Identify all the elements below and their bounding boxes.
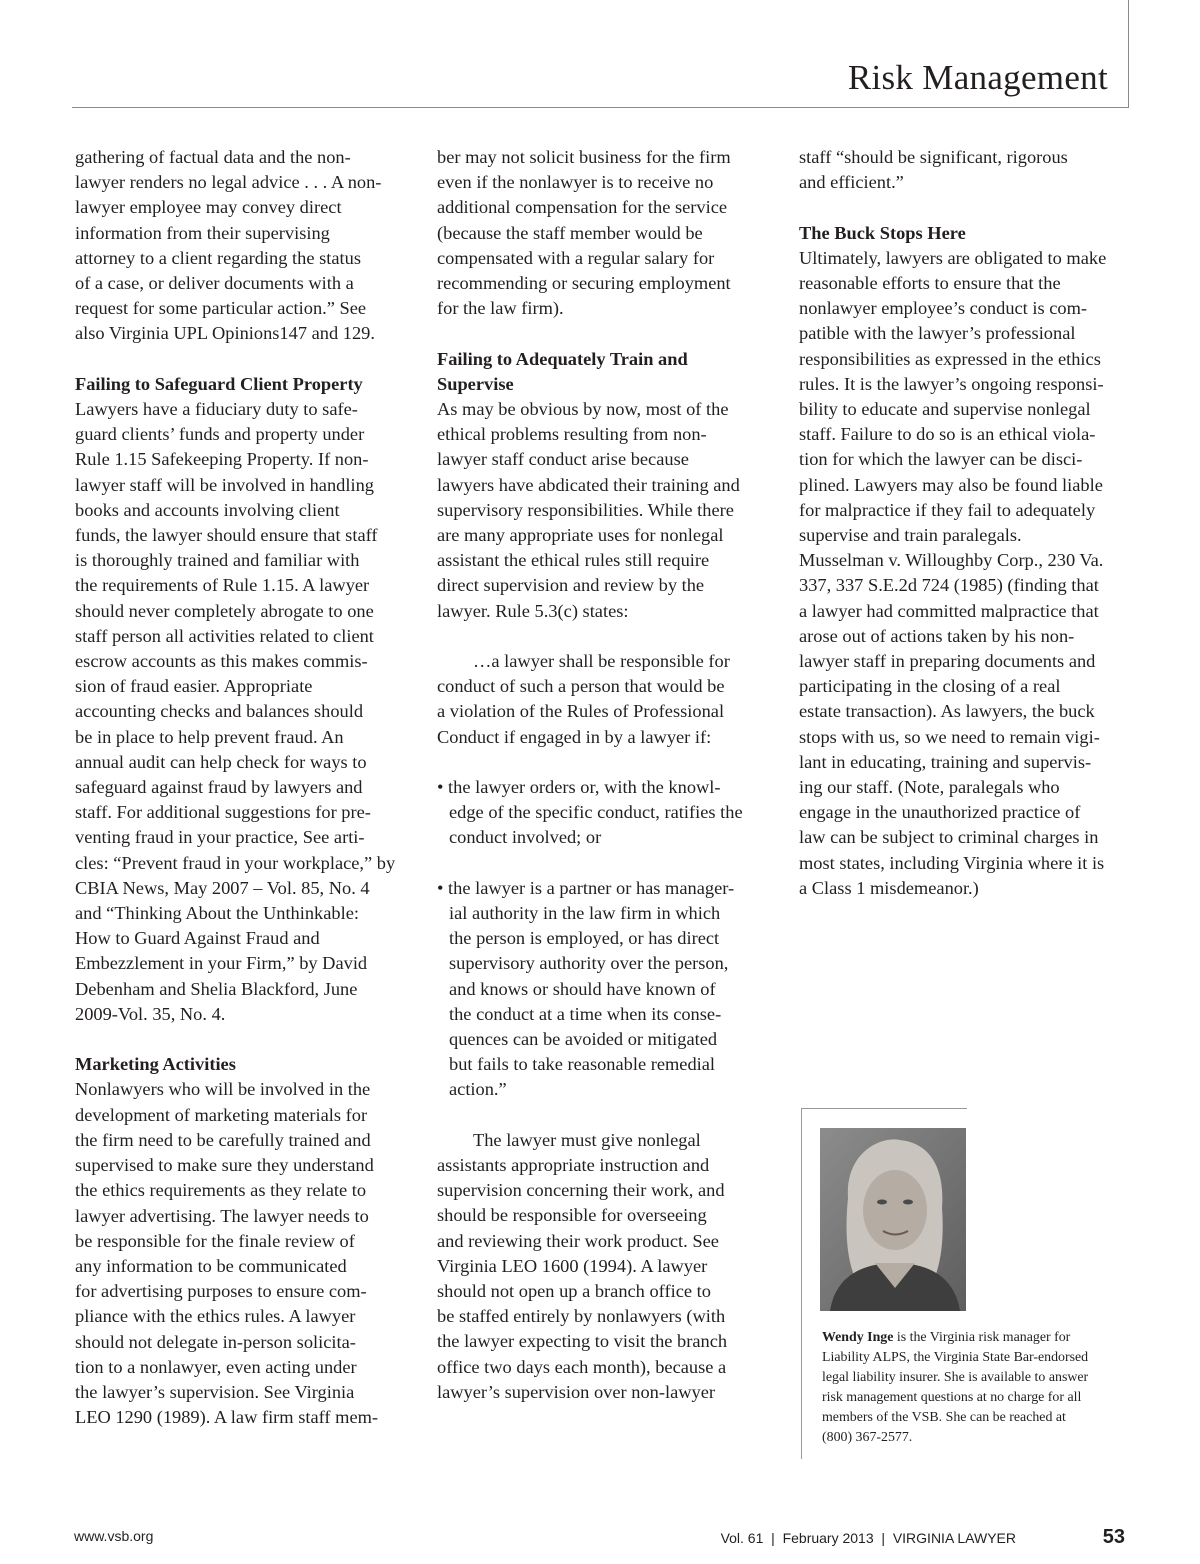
header-rule <box>72 107 1129 108</box>
rule-quote: …a lawyer shall be responsible for conduct of such a person that would be a violation of the Rules of Professional Conduct if engaged in by a lawyer if: <box>437 651 730 747</box>
author-photo <box>820 1128 966 1311</box>
paragraph-solicit: ber may not solicit business for the firm even if the nonlawyer is to receive no additional compensation for the service (because the staff member would be compensated with a regular salary for recommending or securing employment for the law firm). <box>437 147 731 319</box>
footer-website-link[interactable]: www.vsb.org <box>74 1528 154 1544</box>
paragraph-safeguard: Lawyers have a fiduciary duty to safe- guard clients’ funds and property under Rule 1.15 Safekeeping Property. If non- lawyer staff will be involved in handling books and accounts involving client funds, the lawyer should ensure that staff is thoroughly trained and familiar with the requirements of Rule 1.15. A lawyer should never completely abrogate to one staff person all activities related to client escrow accounts as this makes commis- sion of fraud easier. Appropriate accounting checks and balances should be in place to help prevent fraud. An annual audit can help check for ways to safeguard against fraud by lawyers and staff. For additional suggestions for pre- venting fraud in your practice, See arti- cles: “Prevent fraud in your workplace,” by CBIA News, May 2007 – Vol. 85, No. 4 and “Thinking About the Unthinkable: How to Guard Against Fraud and Embezzlement in your Firm,” by David Debenham and Shelia Blackford, June 2009-Vol. 35, No. 4. <box>75 399 396 1024</box>
author-bio: Wendy Inge is the Virginia risk manager for Liability ALPS, the Virginia State Bar-endorsed legal liability insurer. She is available to answer risk management questions at no charge for all members of the VSB. She can be reached at (800) 367-2577. <box>822 1330 1089 1446</box>
heading-buck-stops: The Buck Stops Here <box>799 222 966 243</box>
column-1 <box>75 145 410 1430</box>
heading-train-line-2: Supervise <box>437 373 514 394</box>
column-3 <box>799 145 1134 901</box>
heading-train-line-1: Failing to Adequately Train and <box>437 348 688 369</box>
column-2 <box>437 145 772 1405</box>
bullet-item-1: • the lawyer orders or, with the knowl- edge of the specific conduct, ratifies the conduct involved; or <box>437 777 743 848</box>
paragraph-staff-quote: staff “should be significant, rigorous and efficient.” <box>799 147 1068 193</box>
section-title: Risk Management <box>847 58 1108 97</box>
heading-safeguard: Failing to Safeguard Client Property <box>75 373 363 394</box>
paragraph-train: As may be obvious by now, most of the ethical problems resulting from non- lawyer staff conduct arise because lawyers have abdicated their training and supervisory responsibilities. While there are many appropriate uses for nonlegal assistant the ethical rules still require direct supervision and review by the lawyer. Rule 5.3(c) states: <box>437 399 740 621</box>
author-name: Wendy Inge <box>822 1330 894 1345</box>
paragraph-upl: gathering of factual data and the non- lawyer renders no legal advice . . . A non- lawyer employee may convey direct information from their supervising attorney to a client regarding the status of a case, or deliver documents with a request for some particular action.” See also Virginia UPL Opinions147 and 129. <box>75 147 382 344</box>
author-portrait-image <box>820 1128 966 1311</box>
header-vertical-rule <box>1128 0 1129 108</box>
page-number: 53 <box>1102 1526 1125 1548</box>
paragraph-marketing: Nonlawyers who will be involved in the development of marketing materials for the firm need to be carefully trained and supervised to make sure they understand the ethics requirements as they relate to lawyer advertising. The lawyer needs to be responsible for the finale review of any information to be communicated for advertising purposes to ensure com- pliance with the ethics rules. A lawyer should not delegate in-person solicita- tion to a nonlawyer, even acting under the lawyer’s supervision. See Virginia LEO 1290 (1989). A law firm staff mem- <box>75 1079 379 1428</box>
footer-issue-info: Vol. 61 | February 2013 | VIRGINIA LAWYER <box>720 1530 1016 1546</box>
heading-marketing: Marketing Activities <box>75 1054 236 1075</box>
bullet-item-2: • the lawyer is a partner or has manager- ial authority in the law firm in which the person is employed, or has direct supervisory authority over the person, and knows or should have known of the conduct at a time when its conse- quences can be avoided or mitigated but fails to take reasonable remedial action.” <box>437 877 735 1100</box>
paragraph-instruction: The lawyer must give nonlegal assistants appropriate instruction and supervision concerning their work, and should be responsible for overseeing and reviewing their work product. See Virginia LEO 1600 (1994). A lawyer should not open up a branch office to be staffed entirely by nonlawyers (with the lawyer expecting to visit the branch office two days each month), because a lawyer’s supervision over non-lawyer <box>437 1129 728 1402</box>
paragraph-buck-stops: Ultimately, lawyers are obligated to make reasonable efforts to ensure that the nonlawyer employee’s conduct is com- patible with the lawyer’s professional responsibilities as expressed in the ethics rules. It is the lawyer’s ongoing responsi- bility to educate and supervise nonlegal staff. Failure to do so is an ethical viola- tion for which the lawyer can be disci- plined. Lawyers may also be found liable for malpractice if they fail to adequately supervise and train paralegals. Musselman v. Willoughby Corp., 230 Va. 337, 337 S.E.2d 724 (1985) (finding that a lawyer had committed malpractice that arose out of actions taken by his non- lawyer staff in preparing documents and participating in the closing of a real estate transaction). As lawyers, the buck stops with us, so we need to remain vigi- lant in educating, training and supervis- ing our staff. (Note, paralegals who engage in the unauthorized practice of law can be subject to criminal charges in most states, including Virginia where it is a Class 1 misdemeanor.) <box>799 247 1107 898</box>
